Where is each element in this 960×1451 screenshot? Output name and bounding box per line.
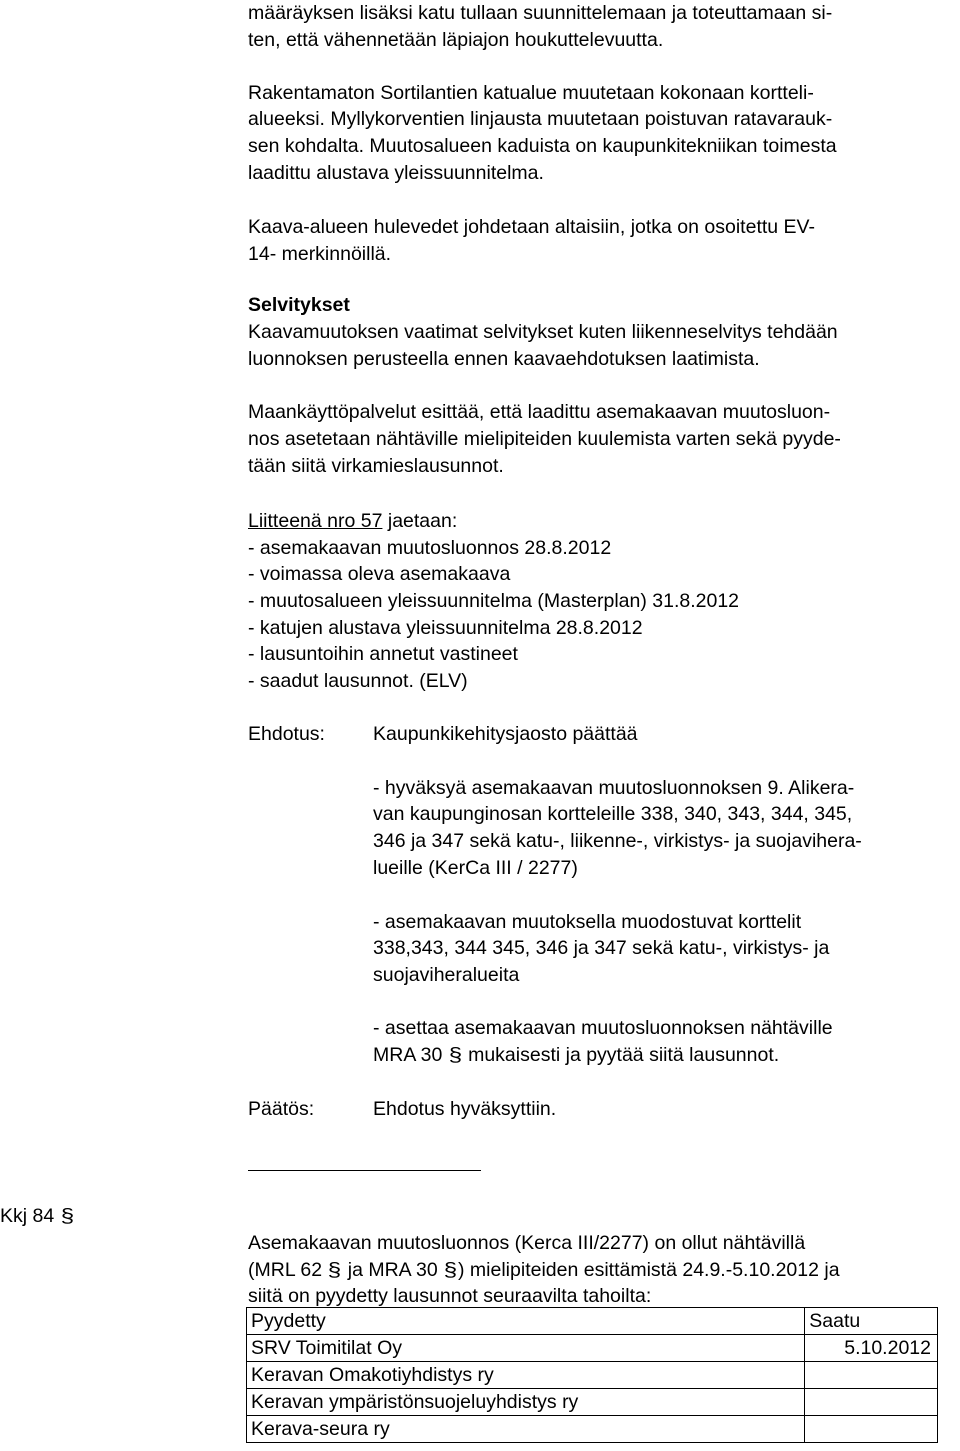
decision-label: Päätös: bbox=[248, 1098, 315, 1120]
section-sign: § bbox=[448, 1044, 463, 1066]
attachment-item: - lausuntoihin annetut vastineet bbox=[248, 643, 518, 665]
attachment-item: - saadut lausunnot. (ELV) bbox=[248, 670, 468, 692]
proposal-item-line: suojaviheralueita bbox=[373, 964, 520, 986]
paragraph-line: nos asetetaan nähtäville mielipiteiden kuulemista varten sekä pyyde- bbox=[248, 428, 841, 450]
paragraph-line: Kaava-alueen hulevedet johdetaan altaisiin, jotka on osoitettu EV- bbox=[248, 216, 815, 238]
divider bbox=[248, 1170, 481, 1171]
table-row bbox=[247, 1416, 938, 1443]
proposal-item-line: - asettaa asemakaavan muutosluonnoksen nähtäville bbox=[373, 1017, 833, 1039]
decision-text: Ehdotus hyväksyttiin. bbox=[373, 1098, 557, 1120]
kkj-text-line: (MRL 62 § ja MRA 30 §) mielipiteiden esittämistä 24.9.-5.10.2012 ja bbox=[248, 1257, 840, 1284]
section-sign: § bbox=[328, 1259, 342, 1281]
attachment-item: - katujen alustava yleissuunnitelma 28.8.2012 bbox=[248, 617, 643, 639]
section-heading-selvitykset: Selvitykset bbox=[248, 294, 350, 316]
paragraph-line: tään siitä virkamieslausunnot. bbox=[248, 455, 504, 477]
proposal-item-line: 338,343, 344 345, 346 ja 347 sekä katu-, virkistys- ja bbox=[373, 937, 830, 959]
proposal-item-line: MRA 30 § mukaisesti ja pyytää siitä lausunnot. bbox=[373, 1042, 779, 1069]
paragraph-line: Maankäyttöpalvelut esittää, että laadittu asemakaavan muutosluon- bbox=[248, 401, 831, 423]
proposal-intro: Kaupunkikehitysjaosto päättää bbox=[373, 723, 638, 745]
table-cell bbox=[805, 1416, 938, 1443]
table-cell bbox=[805, 1362, 938, 1389]
paragraph-line: sen kohdalta. Muutosalueen kaduista on kaupunkitekniikan toimesta bbox=[248, 135, 837, 157]
kkj-text-line: siitä on pyydetty lausunnot seuraavilta tahoilta: bbox=[248, 1285, 652, 1307]
kkj-text-line: Asemakaavan muutosluonnos (Kerca III/2277) on ollut nähtävillä bbox=[248, 1232, 806, 1254]
attachment-item: - voimassa oleva asemakaava bbox=[248, 563, 511, 585]
table-cell: Keravan ympäristönsuojeluyhdistys ry bbox=[247, 1389, 805, 1416]
recipients-table bbox=[246, 1307, 938, 1443]
proposal-label: Ehdotus: bbox=[248, 723, 325, 745]
paragraph-line: 14- merkinnöillä. bbox=[248, 243, 392, 265]
attachments-lead bbox=[248, 508, 457, 535]
table-cell: SRV Toimitilat Oy bbox=[247, 1335, 805, 1362]
proposal-item-line: - hyväksyä asemakaavan muutosluonnoksen 9. Alikera- bbox=[373, 777, 855, 799]
table-header-cell: Saatu bbox=[805, 1308, 938, 1335]
section-sign: § bbox=[443, 1259, 458, 1281]
table-row bbox=[247, 1362, 938, 1389]
table-cell: Keravan Omakotiyhdistys ry bbox=[247, 1362, 805, 1389]
table-header-cell: Pyydetty bbox=[247, 1308, 805, 1335]
kkj-label: Kkj 84 § bbox=[0, 1203, 74, 1230]
proposal-item-line: van kaupunginosan kortteleille 338, 340, 343, 344, 345, bbox=[373, 803, 853, 825]
paragraph-line: ten, että vähennetään läpiajon houkuttelevuutta. bbox=[248, 29, 664, 51]
paragraph-line: Kaavamuutoksen vaatimat selvitykset kuten liikenneselvitys tehdään bbox=[248, 321, 838, 343]
paragraph-line: laadittu alustava yleissuunnitelma. bbox=[248, 162, 544, 184]
attachments-lead-rest: jaetaan: bbox=[382, 510, 458, 532]
paragraph-line: Rakentamaton Sortilantien katualue muutetaan kokonaan kortteli- bbox=[248, 82, 814, 104]
table-row bbox=[247, 1389, 938, 1416]
paragraph-line: luonnoksen perusteella ennen kaavaehdotuksen laatimista. bbox=[248, 348, 760, 370]
proposal-item-line: lueille (KerCa III / 2277) bbox=[373, 857, 578, 879]
attachments-link[interactable]: Liitteenä nro 57 bbox=[248, 510, 383, 532]
proposal-item-line: 346 ja 347 sekä katu-, liikenne-, virkistys- ja suojavihera- bbox=[373, 830, 862, 852]
proposal-item-line: - asemakaavan muutoksella muodostuvat korttelit bbox=[373, 911, 802, 933]
table-header-row bbox=[247, 1308, 938, 1335]
attachment-item: - asemakaavan muutosluonnos 28.8.2012 bbox=[248, 537, 612, 559]
paragraph-line: määräyksen lisäksi katu tullaan suunnittelemaan ja toteuttamaan si- bbox=[248, 2, 833, 24]
table-cell bbox=[805, 1389, 938, 1416]
table-cell: Kerava-seura ry bbox=[247, 1416, 805, 1443]
table-cell: 5.10.2012 bbox=[805, 1335, 938, 1362]
section-sign: § bbox=[60, 1205, 74, 1227]
table-row bbox=[247, 1335, 938, 1362]
paragraph-line: alueeksi. Myllykorventien linjausta muutetaan poistuvan ratavarauk- bbox=[248, 108, 833, 130]
attachment-item: - muutosalueen yleissuunnitelma (Masterplan) 31.8.2012 bbox=[248, 590, 740, 612]
